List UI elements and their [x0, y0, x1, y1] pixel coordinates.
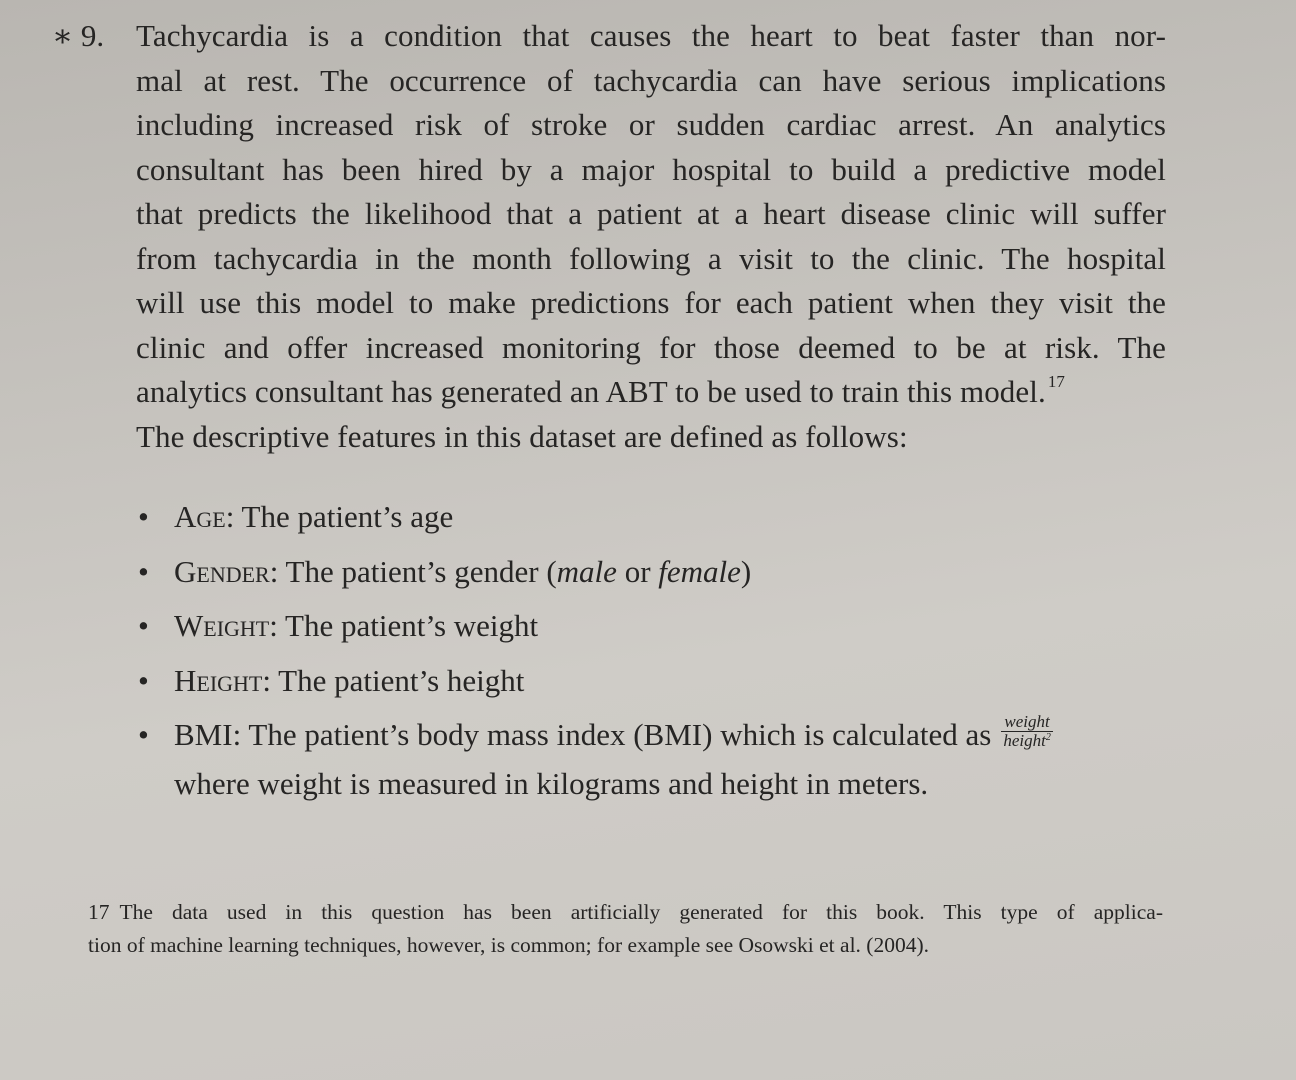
feature-description: : The patient’s height [262, 662, 525, 698]
exercise-line [136, 370, 1166, 415]
feature-name: Age [174, 499, 226, 534]
feature-list [138, 492, 1168, 811]
list-item-age [138, 492, 1168, 542]
exercise-line: consultant has been hired by a major hospital to build a predictive model [136, 151, 1166, 187]
list-item-height [138, 656, 1168, 706]
exercise-line: will use this model to make predictions for each patient when they visit the [136, 285, 1166, 320]
formula-denominator-text: height [1003, 731, 1046, 751]
level-female: female [658, 553, 741, 589]
bullet-icon: • [138, 553, 149, 589]
feature-description: : The patient’s gender ( [269, 553, 557, 589]
exercise-line: mal at rest. The occurrence of tachycardia can have serious implications [136, 62, 1166, 98]
footnote-reference: 17 [1047, 372, 1066, 391]
list-item-gender [138, 547, 1168, 597]
bullet-icon: • [138, 662, 149, 698]
bullet-icon: • [138, 608, 149, 643]
feature-name: BMI [174, 717, 233, 752]
footnote-line [88, 896, 1163, 929]
feature-description: : The patient’s body mass index (BMI) which is calculated as [232, 717, 992, 752]
feature-description-end: ) [740, 553, 752, 589]
list-item-bmi [138, 710, 1168, 806]
feature-name: Gender [174, 553, 270, 589]
feature-description-continuation: where weight is measured in kilograms and height in meters. [174, 766, 929, 801]
feature-description: : The patient’s age [225, 499, 454, 534]
exercise-line: The descriptive features in this dataset are defined as follows: [136, 418, 908, 454]
exercise-line-text: analytics consultant has generated an ABT to be used to train this model. [136, 374, 1046, 409]
footnote [88, 896, 1163, 962]
footnote-text: The data used in this question has been artificially generated for this book. This type of applica- [119, 900, 1163, 924]
footnote-line: tion of machine learning techniques, however, is common; for example see Osowski et al. (2004). [88, 933, 929, 957]
feature-name: Height [174, 662, 263, 698]
exercise-line: that predicts the likelihood that a patient at a heart disease clinic will suffer [136, 196, 1166, 231]
list-item-weight [138, 601, 1168, 651]
exercise-number: ∗ 9. [52, 18, 105, 53]
exercise-line: Tachycardia is a condition that causes the heart to beat faster than nor- [136, 18, 1166, 53]
feature-name: Weight [174, 608, 270, 643]
exercise-line: clinic and offer increased monitoring for those deemed to be at risk. The [136, 329, 1166, 365]
feature-description: : The patient’s weight [269, 608, 539, 643]
formula-denominator [1001, 732, 1053, 750]
level-male: male [556, 553, 617, 589]
formula-numerator: weight [1001, 713, 1053, 732]
exercise-text [136, 14, 1166, 459]
formula-exponent: 2 [1045, 732, 1051, 744]
feature-description-or: or [616, 553, 659, 589]
exercise-line: from tachycardia in the month following a visit to the clinic. The hospital [136, 240, 1166, 276]
footnote-number: 17 [88, 900, 110, 924]
exercise-line: including increased risk of stroke or sudden cardiac arrest. An analytics [136, 107, 1166, 142]
bullet-icon: • [138, 499, 149, 534]
bmi-formula [1001, 713, 1053, 750]
bullet-icon: • [138, 717, 149, 752]
